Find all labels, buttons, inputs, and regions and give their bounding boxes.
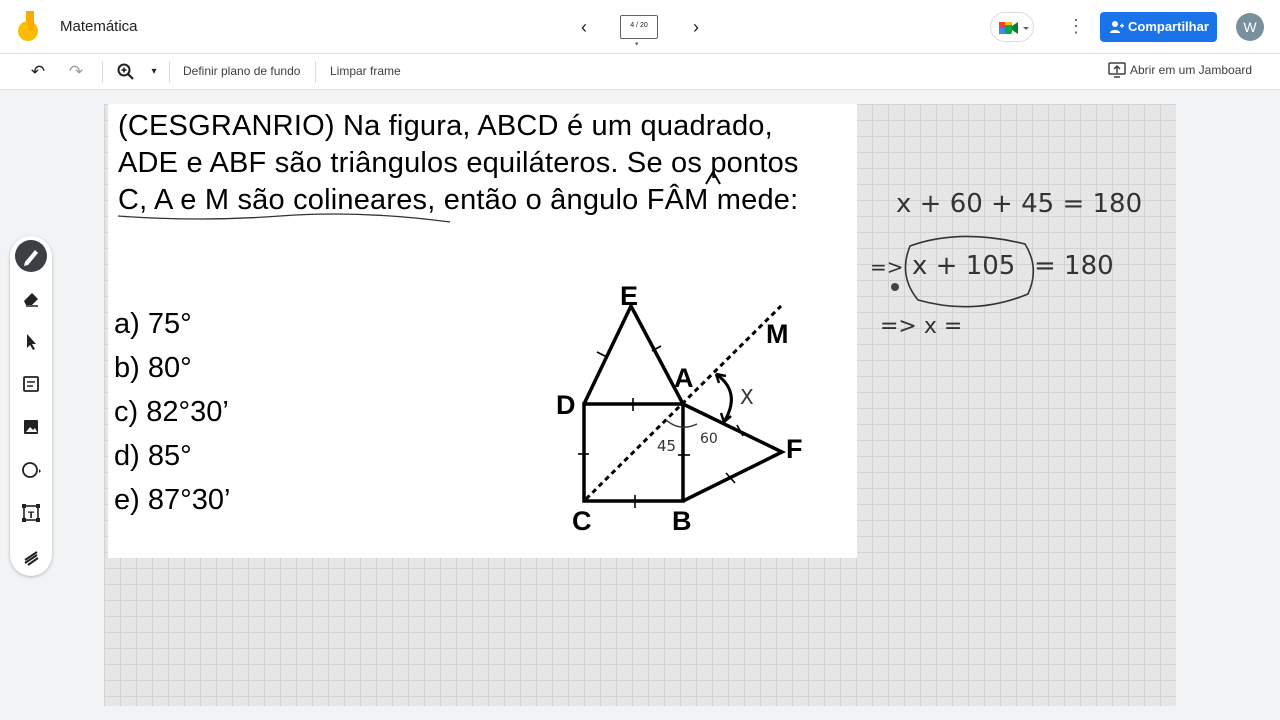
answer-option: a) 75°: [114, 308, 192, 340]
next-frame-button[interactable]: ›: [693, 17, 699, 37]
answer-option: d) 85°: [114, 440, 192, 472]
question-line: ADE e ABF são triângulos equiláteros. Se os pontos: [118, 147, 799, 179]
text-box-icon[interactable]: [15, 497, 47, 529]
eraser-icon[interactable]: [15, 282, 47, 314]
shape-icon[interactable]: [15, 454, 47, 486]
image-icon[interactable]: [15, 411, 47, 443]
handwritten-underline: [118, 214, 450, 222]
angle-label: 45: [657, 437, 677, 455]
handwritten-arrow: =>: [870, 255, 904, 279]
angle-label: X: [740, 385, 754, 409]
pen-icon[interactable]: [15, 240, 47, 272]
sticky-note-icon[interactable]: [15, 368, 47, 400]
open-in-jamboard-label: Abrir em um Jamboard: [1130, 63, 1253, 77]
triangle-abf: [683, 404, 782, 501]
point-label: B: [672, 506, 692, 536]
point-label: A: [674, 363, 694, 393]
point-label: D: [556, 390, 576, 420]
point-label: F: [786, 434, 803, 464]
avatar[interactable]: W: [1236, 13, 1264, 41]
point-label: E: [620, 281, 639, 311]
handwritten-equation: x + 60 + 45 = 180: [896, 189, 1143, 219]
frame-counter: 4 / 20: [630, 22, 648, 29]
question-line: C, A e M são colineares, então o ângulo FÂM mede:: [118, 184, 799, 216]
more-options-icon[interactable]: ⋮: [1067, 16, 1085, 36]
answer-option: c) 82°30’: [114, 396, 229, 428]
redo-icon[interactable]: ↷: [68, 62, 84, 81]
tool-palette: [10, 236, 52, 576]
angle-label: 60: [700, 431, 718, 447]
zoom-dropdown-chevron-icon[interactable]: ▾: [151, 66, 157, 77]
laser-icon[interactable]: [15, 540, 47, 572]
document-title[interactable]: Matemática: [60, 18, 138, 35]
point-label: C: [572, 506, 592, 536]
pen-cursor-dot: [891, 283, 899, 291]
undo-icon[interactable]: ↶: [30, 62, 46, 81]
handwritten-equation: x + 105: [912, 251, 1016, 281]
point-label: M: [766, 319, 789, 349]
set-background-button[interactable]: Definir plano de fundo: [183, 64, 301, 78]
previous-frame-button[interactable]: ‹: [581, 17, 587, 37]
circumflex-mark: [706, 172, 720, 184]
answer-option: e) 87°30’: [114, 484, 231, 516]
clear-frame-button[interactable]: Limpar frame: [330, 64, 401, 78]
handwritten-equation: => x =: [880, 314, 963, 339]
share-button-label: Compartilhar: [1128, 19, 1209, 34]
question-line: (CESGRANRIO) Na figura, ABCD é um quadrado,: [118, 110, 773, 142]
answer-option: b) 80°: [114, 352, 192, 384]
handwritten-equation: = 180: [1034, 251, 1114, 281]
select-icon[interactable]: [15, 325, 47, 357]
chevron-down-icon: ▾: [635, 41, 639, 48]
svg-text:T: T: [28, 511, 35, 521]
triangle-ade: [584, 306, 683, 404]
